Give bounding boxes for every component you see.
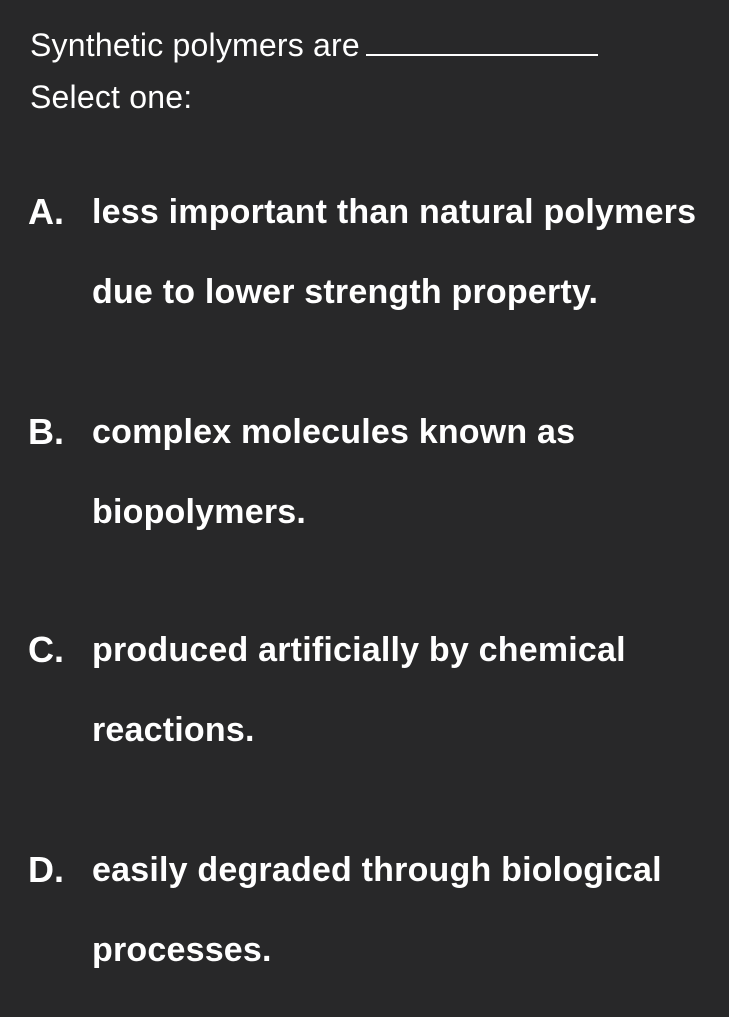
option-c-letter: C.	[28, 629, 64, 670]
answer-blank	[366, 24, 598, 56]
option-a-line-2: due to lower strength property.	[92, 273, 599, 311]
option-c-line-2: reactions.	[92, 711, 255, 749]
option-b-line-2: biopolymers.	[92, 493, 307, 531]
question-stem: Synthetic polymers are	[30, 27, 360, 63]
option-d-line-2: processes.	[92, 931, 272, 969]
select-instruction: Select one:	[30, 79, 193, 115]
option-b-letter: B.	[28, 411, 64, 452]
option-d-letter: D.	[28, 849, 64, 890]
option-d-line-1: easily degraded through biological	[92, 851, 662, 889]
option-c-line-1: produced artificially by chemical	[92, 631, 626, 669]
question-text	[30, 24, 670, 66]
option-a-line-1: less important than natural polymers	[92, 193, 697, 231]
option-b-line-1: complex molecules known as	[92, 413, 576, 451]
option-a-letter: A.	[28, 191, 64, 232]
